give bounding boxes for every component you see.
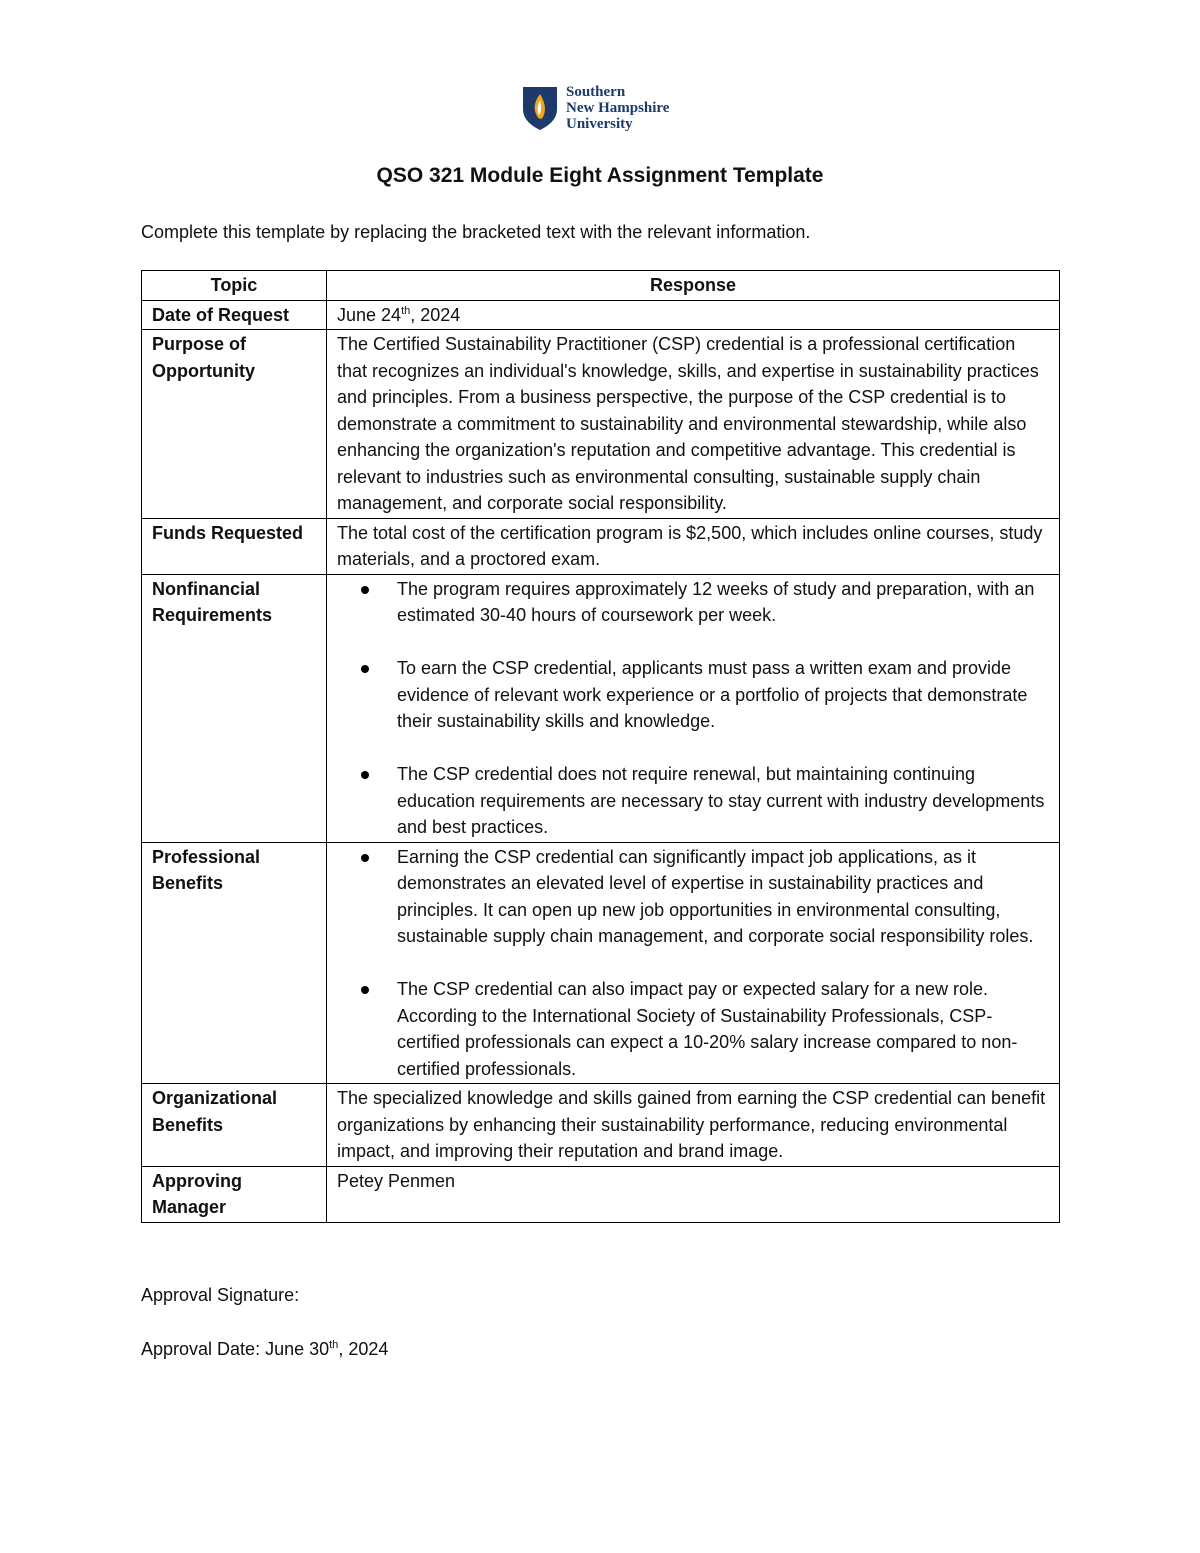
topic-cell: Date of Request xyxy=(142,300,327,330)
list-item-text: The program requires approximately 12 weeks of study and preparation, with an estimated 30-40 hours of coursework per week. xyxy=(397,578,1035,625)
bullet-icon xyxy=(361,854,369,862)
document-title: QSO 321 Module Eight Assignment Template xyxy=(376,164,824,187)
bullet-icon xyxy=(361,665,369,673)
response-cell-organizational[interactable]: The specialized knowledge and skills gained from earning the CSP credential can benefit organizations by enhancing their sustainability performance, reducing environmental impact, and improving their reputation and brand image. xyxy=(327,1084,1060,1167)
list-item xyxy=(337,976,1049,1082)
topic-cell: Nonfinancial Requirements xyxy=(142,574,327,842)
response-cell-date[interactable] xyxy=(327,300,1060,330)
response-cell-nonfinancial[interactable] xyxy=(327,574,1060,842)
list-item-text: The CSP credential does not require renewal, but maintaining continuing education requirements are necessary to stay current with industry developments and best practices. xyxy=(397,764,1045,837)
table-header-row xyxy=(142,271,1060,301)
logo-line: University xyxy=(566,116,633,132)
logo-line: New Hampshire xyxy=(566,100,670,116)
list-item-text: To earn the CSP credential, applicants must pass a written exam and provide evidence of relevant work experience or a portfolio of projects that demonstrate their sustainability skills and knowledge. xyxy=(397,658,1028,731)
logo-wordmark xyxy=(566,84,669,132)
approval-date-suffix: th xyxy=(329,1339,339,1351)
list-item-text: Earning the CSP credential can significantly impact job applications, as it demonstrates an elevated level of expertise in sustainability practices and principles. It can open up new job opportunities in environmental consulting, sustainable supply chain management, and corporate social responsibility roles. xyxy=(397,846,1034,946)
response-cell-funds[interactable]: The total cost of the certification program is $2,500, which includes online courses, study materials, and a proctored exam. xyxy=(327,518,1060,574)
table-row xyxy=(142,300,1060,330)
topic-cell: Funds Requested xyxy=(142,518,327,574)
approval-date xyxy=(141,1339,388,1360)
assignment-table xyxy=(141,270,1060,1223)
bullet-list xyxy=(337,576,1049,841)
topic-cell: Purpose of Opportunity xyxy=(142,330,327,519)
response-cell-manager[interactable]: Petey Penmen xyxy=(327,1166,1060,1222)
instructions-text: Complete this template by replacing the bracketed text with the relevant information. xyxy=(141,222,811,242)
list-item xyxy=(337,844,1049,950)
logo-line: Southern xyxy=(566,84,626,100)
bullet-icon xyxy=(361,586,369,594)
bullet-icon xyxy=(361,771,369,779)
table-row xyxy=(142,842,1060,1084)
list-item xyxy=(337,576,1049,629)
list-item xyxy=(337,761,1049,841)
column-header-topic: Topic xyxy=(142,271,327,301)
topic-cell: Organizational Benefits xyxy=(142,1084,327,1167)
topic-cell: Approving Manager xyxy=(142,1166,327,1222)
column-header-response: Response xyxy=(327,271,1060,301)
bullet-list xyxy=(337,844,1049,1083)
approval-signature-label: Approval Signature: xyxy=(141,1285,300,1305)
table-row xyxy=(142,1084,1060,1167)
flame-shield-icon xyxy=(520,85,560,131)
bullet-icon xyxy=(361,986,369,994)
table-row xyxy=(142,330,1060,519)
table-row xyxy=(142,1166,1060,1222)
list-item xyxy=(337,655,1049,735)
topic-cell: Professional Benefits xyxy=(142,842,327,1084)
approval-date-year: , 2024 xyxy=(338,1339,389,1359)
response-cell-professional[interactable] xyxy=(327,842,1060,1084)
response-cell-purpose[interactable]: The Certified Sustainability Practitioner (CSP) credential is a professional certification that recognizes an individual's knowledge, skills, and expertise in sustainability practices and principles. From a business perspective, the purpose of the CSP credential is to demonstrate a commitment to sustainability and environmental stewardship, while also enhancing the organization's reputation and competitive advantage. This credential is relevant to industries such as environmental consulting, sustainable supply chain management, and corporate social responsibility. xyxy=(327,330,1060,519)
table-row xyxy=(142,574,1060,842)
date-suffix: th xyxy=(401,304,411,317)
date-year: , 2024 xyxy=(410,304,461,325)
university-logo xyxy=(520,84,669,132)
list-item-text: The CSP credential can also impact pay or expected salary for a new role. According to the International Society of Sustainability Professionals, CSP-certified professionals can expect a 10-20% salary increase compared to non-certified professionals. xyxy=(397,979,1018,1079)
approval-date-text: Approval Date: June 30 xyxy=(141,1339,330,1359)
table-row xyxy=(142,518,1060,574)
date-text: June 24 xyxy=(337,304,402,325)
